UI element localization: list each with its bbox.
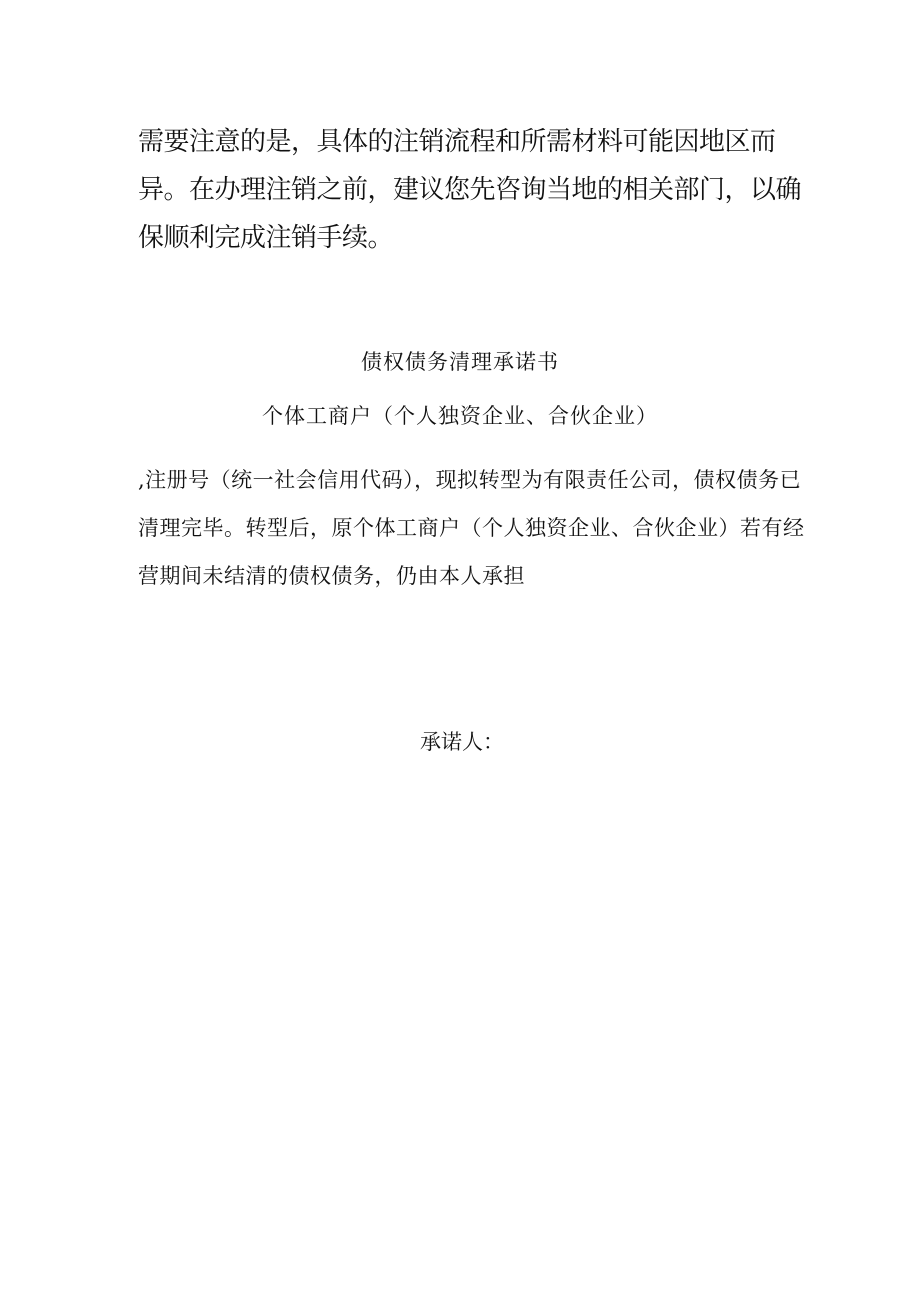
- document-title: 债权债务清理承诺书: [361, 350, 559, 374]
- commitment-paragraph: ,注册号（统一社会信用代码），现拟转型为有限责任公司，债权债务已清理完毕。转型后，原个体工商户（个人独资企业、合伙企业）若有经营期间未结清的债权债务，仍由本人承担: [138, 468, 805, 588]
- intro-paragraph: 需要注意的是，具体的注销流程和所需材料可能因地区而异。在办理注销之前，建议您先咨询当地的相关部门，以确保顺利完成注销手续。: [138, 127, 802, 253]
- signer-label: 承诺人：: [420, 730, 504, 754]
- document-subtitle: 个体工商户（个人独资企业、合伙企业）: [262, 404, 658, 428]
